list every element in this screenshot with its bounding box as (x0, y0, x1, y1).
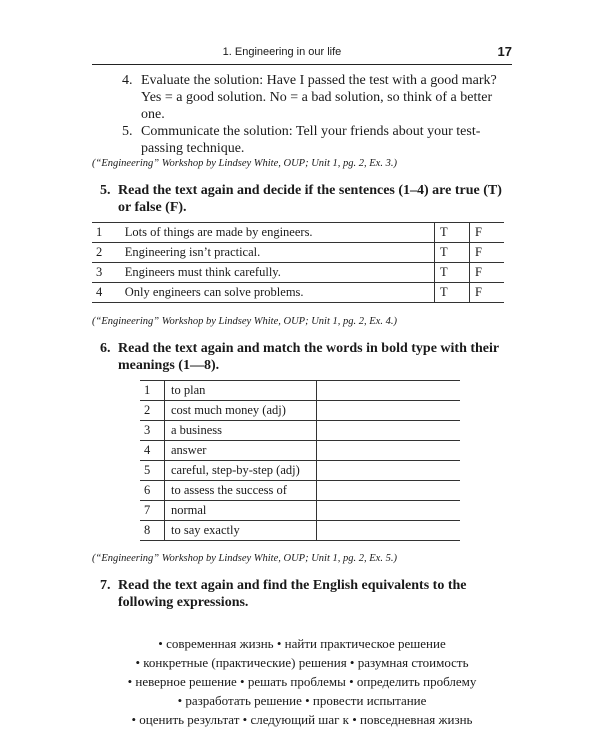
sentence: Engineering isn’t practical. (119, 243, 435, 263)
true-option[interactable]: T (434, 223, 469, 243)
table-row (140, 501, 460, 521)
task-number: 6. (100, 341, 111, 356)
meaning: a business (165, 421, 317, 441)
table-row (92, 223, 504, 243)
step-text: Evaluate the solution: Have I passed the test with a good mark? Yes = a good solution. No = a bad solution, so think of a better one. (141, 73, 497, 122)
table-row (140, 381, 460, 401)
meaning: careful, step-by-step (adj) (165, 461, 317, 481)
task-text: Read the text again and match the words in bold type with their meanings (1—8). (118, 341, 499, 373)
row-number: 2 (140, 401, 165, 421)
answer-cell[interactable] (317, 441, 461, 461)
expression-line: • неверное решение • решать проблемы • определить проблему (127, 674, 477, 689)
expression-line: • оценить результат • следующий шаг к • повседневная жизнь (131, 712, 473, 727)
false-option[interactable]: F (469, 223, 504, 243)
row-number: 4 (92, 283, 119, 303)
task-number: 7. (100, 578, 111, 593)
table-row (140, 521, 460, 541)
table-row (140, 461, 460, 481)
false-option[interactable]: F (469, 263, 504, 283)
row-number: 8 (140, 521, 165, 541)
false-option[interactable]: F (469, 243, 504, 263)
meaning: to assess the success of (165, 481, 317, 501)
sentence: Engineers must think carefully. (119, 263, 435, 283)
source-citation: (“Engineering” Workshop by Lindsey White, OUP; Unit 1, pg. 2, Ex. 4.) (92, 316, 397, 327)
false-option[interactable]: F (469, 283, 504, 303)
row-number: 3 (92, 263, 119, 283)
running-header (92, 44, 512, 65)
row-number: 4 (140, 441, 165, 461)
task-7-heading (100, 577, 512, 611)
table-row (140, 481, 460, 501)
answer-cell[interactable] (317, 501, 461, 521)
row-number: 5 (140, 461, 165, 481)
meaning: cost much money (adj) (165, 401, 317, 421)
table-row (92, 243, 504, 263)
table-row (92, 263, 504, 283)
meaning: answer (165, 441, 317, 461)
sentence: Lots of things are made by engineers. (119, 223, 435, 243)
task-text: Read the text again and find the English equivalents to the following expressions. (118, 578, 467, 610)
row-number: 2 (92, 243, 119, 263)
row-number: 7 (140, 501, 165, 521)
page-number: 17 (497, 44, 512, 59)
task-6-heading (100, 340, 512, 374)
russian-expressions (92, 634, 512, 729)
task-number: 5. (100, 183, 111, 198)
meaning: to say exactly (165, 521, 317, 541)
step-number: 5. (122, 124, 133, 139)
sentence: Only engineers can solve problems. (119, 283, 435, 303)
source-citation: (“Engineering” Workshop by Lindsey White, OUP; Unit 1, pg. 2, Ex. 3.) (92, 158, 397, 169)
task-5-heading (100, 182, 512, 216)
step-item (122, 72, 512, 123)
table-row (140, 401, 460, 421)
source-citation: (“Engineering” Workshop by Lindsey White, OUP; Unit 1, pg. 2, Ex. 5.) (92, 553, 397, 564)
row-number: 6 (140, 481, 165, 501)
answer-cell[interactable] (317, 421, 461, 441)
table-row (92, 283, 504, 303)
answer-cell[interactable] (317, 401, 461, 421)
step-number: 4. (122, 73, 133, 88)
answer-cell[interactable] (317, 461, 461, 481)
expression-line: • разработать решение • провести испытание (177, 693, 427, 708)
meaning: normal (165, 501, 317, 521)
answer-cell[interactable] (317, 381, 461, 401)
step-item (122, 123, 512, 157)
table-row (140, 421, 460, 441)
expression-line: • конкретные (практические) решения • разумная стоимость (135, 655, 469, 670)
answer-cell[interactable] (317, 481, 461, 501)
answer-cell[interactable] (317, 521, 461, 541)
meaning: to plan (165, 381, 317, 401)
true-false-table (92, 222, 504, 303)
table-row (140, 441, 460, 461)
expression-line: • современная жизнь • найти практическое решение (158, 636, 446, 651)
section-title: 1. Engineering in our life (222, 46, 342, 58)
true-option[interactable]: T (434, 283, 469, 303)
true-option[interactable]: T (434, 243, 469, 263)
row-number: 1 (92, 223, 119, 243)
step-text: Communicate the solution: Tell your friends about your test-passing technique. (141, 124, 481, 156)
row-number: 3 (140, 421, 165, 441)
row-number: 1 (140, 381, 165, 401)
matching-table (140, 380, 460, 541)
true-option[interactable]: T (434, 263, 469, 283)
solution-steps (122, 72, 512, 157)
task-text: Read the text again and decide if the sentences (1–4) are true (T) or false (F). (118, 183, 502, 215)
